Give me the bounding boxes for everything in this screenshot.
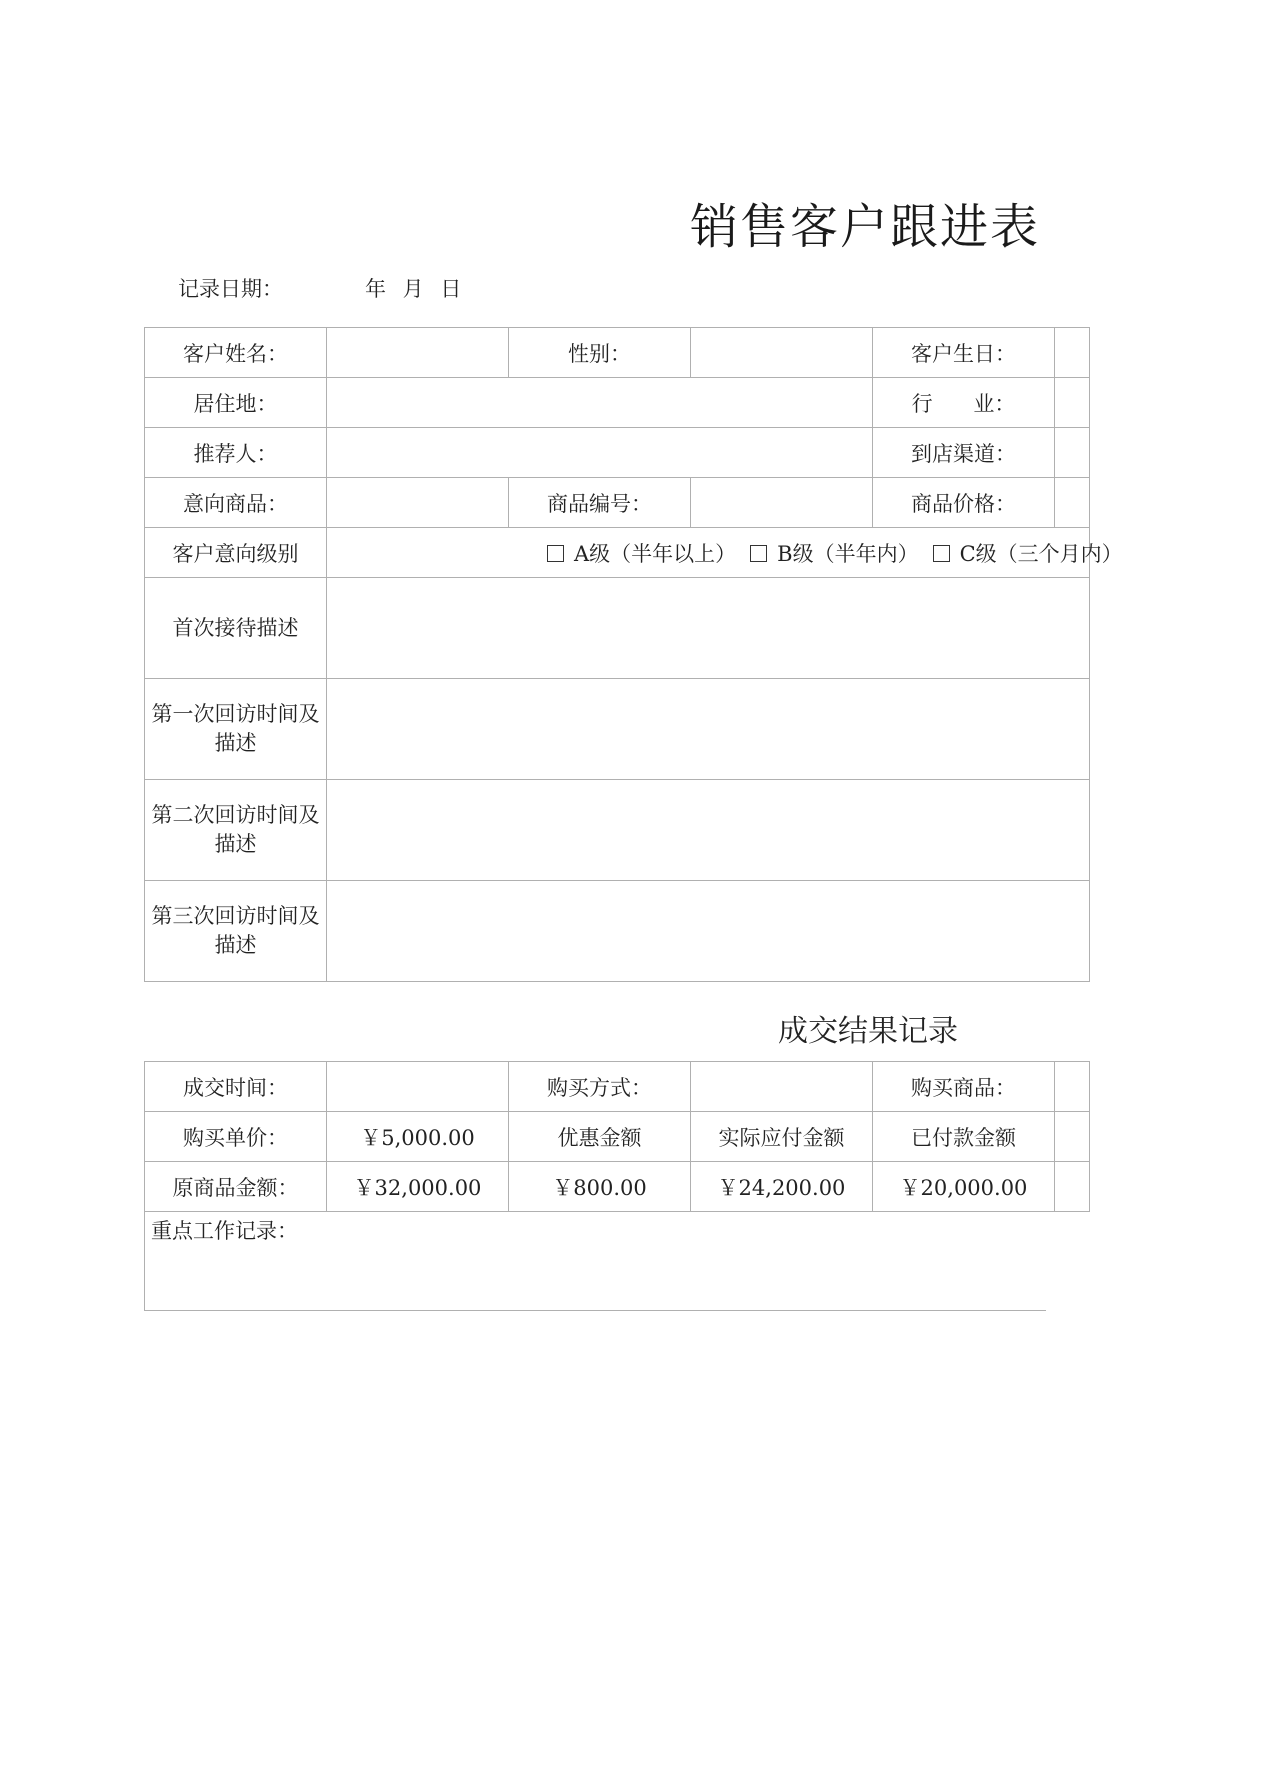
empty-cell[interactable] [1055, 1112, 1090, 1162]
payment-method-field[interactable] [691, 1062, 873, 1112]
customer-name-field[interactable] [327, 328, 509, 378]
table-row [145, 578, 1090, 679]
original-amount-value[interactable]: ￥32,000.00 [327, 1162, 509, 1212]
table-row [145, 1112, 1090, 1162]
intent-level-b[interactable] [750, 542, 918, 566]
visit-3-label: 第三次回访时间及描述 [145, 881, 327, 982]
table-row [145, 528, 1090, 578]
intent-level-a[interactable] [547, 542, 736, 566]
table-row [145, 378, 1090, 428]
product-price-field[interactable] [1055, 478, 1090, 528]
table-row [145, 328, 1090, 378]
unit-price-label: 购买单价： [145, 1112, 327, 1162]
visit-2-label: 第二次回访时间及描述 [145, 780, 327, 881]
intent-level-label: 客户意向级别 [145, 528, 327, 578]
residence-field[interactable] [327, 378, 873, 428]
purchased-product-label: 购买商品： [873, 1062, 1055, 1112]
table-row [145, 1062, 1090, 1112]
birthday-field[interactable] [1055, 328, 1090, 378]
visit-1-field[interactable] [327, 679, 1090, 780]
intent-level-c[interactable] [933, 542, 1123, 566]
gender-field[interactable] [691, 328, 873, 378]
payment-method-label: 购买方式： [509, 1062, 691, 1112]
product-field[interactable] [327, 478, 509, 528]
purchased-product-field[interactable] [1055, 1062, 1090, 1112]
customer-info-table [144, 327, 1123, 982]
gender-label: 性别： [509, 328, 691, 378]
intent-level-a-label: A级（半年以上） [574, 541, 737, 566]
residence-label: 居住地： [145, 378, 327, 428]
channel-field[interactable] [1055, 428, 1090, 478]
paid-label: 已付款金额 [873, 1112, 1055, 1162]
visit-2-field[interactable] [327, 780, 1090, 881]
paid-value[interactable]: ￥20,000.00 [873, 1162, 1055, 1212]
deal-time-label: 成交时间： [145, 1062, 327, 1112]
deal-time-field[interactable] [327, 1062, 509, 1112]
page-title: 销售客户跟进表 [690, 199, 1041, 255]
checkbox-icon[interactable] [547, 545, 564, 562]
discount-value[interactable]: ￥800.00 [509, 1162, 691, 1212]
product-no-label: 商品编号： [509, 478, 691, 528]
record-date-value[interactable]: 年 月 日 [365, 277, 462, 301]
industry-field[interactable] [1055, 378, 1090, 428]
industry-label: 行 业： [873, 378, 1055, 428]
first-reception-field[interactable] [327, 578, 1090, 679]
table-row [145, 478, 1090, 528]
birthday-label: 客户生日： [873, 328, 1055, 378]
product-price-label: 商品价格： [873, 478, 1055, 528]
table-row [145, 780, 1090, 881]
empty-cell[interactable] [1055, 1162, 1090, 1212]
payable-label: 实际应付金额 [691, 1112, 873, 1162]
key-work-notes-label: 重点工作记录： [151, 1219, 298, 1243]
visit-1-label: 第一次回访时间及描述 [145, 679, 327, 780]
original-amount-label: 原商品金额： [145, 1162, 327, 1212]
product-label: 意向商品： [145, 478, 327, 528]
intent-level-b-label: B级（半年内） [777, 541, 919, 566]
referrer-field[interactable] [327, 428, 873, 478]
checkbox-icon[interactable] [933, 545, 950, 562]
customer-name-label: 客户姓名： [145, 328, 327, 378]
table-row [145, 428, 1090, 478]
unit-price-value[interactable]: ￥5,000.00 [327, 1112, 509, 1162]
visit-3-field[interactable] [327, 881, 1090, 982]
deal-table [144, 1061, 1046, 1212]
table-row [145, 881, 1090, 982]
channel-label: 到店渠道： [873, 428, 1055, 478]
record-date-label: 记录日期： [178, 277, 283, 301]
key-work-notes[interactable] [144, 1211, 1046, 1311]
deal-section-title: 成交结果记录 [778, 1014, 958, 1049]
referrer-label: 推荐人： [145, 428, 327, 478]
product-no-field[interactable] [691, 478, 873, 528]
table-row [145, 1162, 1090, 1212]
checkbox-icon[interactable] [750, 545, 767, 562]
discount-label: 优惠金额 [509, 1112, 691, 1162]
payable-value[interactable]: ￥24,200.00 [691, 1162, 873, 1212]
intent-level-c-label: C级（三个月内） [959, 541, 1123, 566]
first-reception-label: 首次接待描述 [145, 578, 327, 679]
table-row [145, 679, 1090, 780]
intent-level-options [327, 528, 1123, 578]
